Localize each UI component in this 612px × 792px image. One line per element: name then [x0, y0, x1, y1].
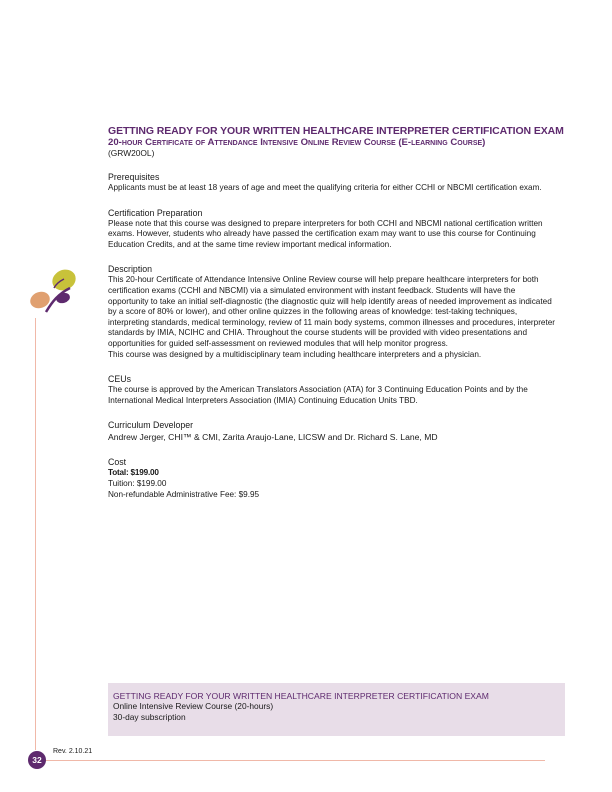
course-content [108, 125, 564, 500]
summary-title: GETTING READY FOR YOUR WRITTEN HEALTHCARE INTERPRETER CERTIFICATION EXAM [113, 691, 489, 701]
revision-label: Rev. 2.10.21 [53, 748, 93, 755]
cost-section [108, 457, 558, 500]
description-text-2: This course was designed by a multidisciplinary team including healthcare interpreters and a physician. [108, 349, 482, 359]
prerequisites-text: Applicants must be at least 18 years of age and meet the qualifying criteria for either CCHI or NBCMI certification exam. [108, 183, 542, 192]
summary-line-2: 30-day subscription [113, 711, 186, 722]
developer-section [108, 420, 558, 443]
cost-tuition: Tuition: $199.00 [108, 478, 167, 488]
developer-text: Andrew Jerger, CHI™ & CMI, Zarita Araujo-Lane, LICSW and Dr. Richard S. Lane, MD [108, 432, 438, 443]
ceus-section [108, 374, 558, 406]
cost-fee: Non-refundable Administrative Fee: $9.95 [108, 489, 260, 499]
page-title: GETTING READY FOR YOUR WRITTEN HEALTHCARE INTERPRETER CERTIFICATION EXAM [108, 125, 564, 137]
certification-prep-heading: Certification Preparation [108, 207, 203, 218]
description-section [108, 264, 558, 360]
course-subtitle: 20-hour Certificate of Attendance Intensive Online Review Course (E-learning Course) [108, 137, 486, 148]
page-number-badge: 32 [28, 751, 46, 769]
cost-total: Total: $199.00 [108, 468, 159, 478]
description-heading: Description [108, 264, 153, 275]
course-code: (GRW20OL) [108, 148, 155, 158]
prerequisites-heading: Prerequisites [108, 172, 160, 182]
summary-line-1: Online Intensive Review Course (20-hours) [113, 701, 274, 711]
margin-rule-horizontal [35, 760, 545, 761]
certification-prep-text: Please note that this course was designed to prepare interpreters for both CCHI and NBCMI national certification written exams. However, students who already have passed the certification exam may want to use this course for Continuing Education Credits, and at the same time review important medical information. [108, 218, 543, 249]
certification-prep-section [108, 208, 558, 251]
developer-heading: Curriculum Developer [108, 420, 194, 431]
ceus-text: The course is approved by the American Translators Association (ATA) for 3 Continuing Education Points and by the International Medical Interpreters Association (IMIA) Continuing Education Units TBD. [108, 385, 528, 405]
butterfly-logo-icon [24, 262, 84, 318]
prerequisites-section [108, 172, 558, 194]
margin-rule-vertical [35, 318, 36, 750]
course-summary-box [108, 683, 565, 736]
ceus-heading: CEUs [108, 374, 131, 385]
cost-heading: Cost [108, 457, 127, 468]
description-text: This 20-hour Certificate of Attendance Intensive Online Review course will help prepare healthcare interpreters for both certification exams (CCHI and NBCMI) via a simulated environment with instant feedback. Students will have the opportunity to take an initial self-diagnostic (the diagnostic quiz will help identify areas of needed improvement as indicated by a score of 80% or lower), and other online quizzes in the following areas of knowledge: test-taking techniques, interpreting standards, medical terminology, review of 11 main body systems, common illnesses and procedures, interpreter standards by IMIA, NCIHC and CHIA. Throughout the course students will be provided with video presentations and opportunities for guided self-assessment on reviewed modules that will help monitor progress. [108, 275, 556, 348]
